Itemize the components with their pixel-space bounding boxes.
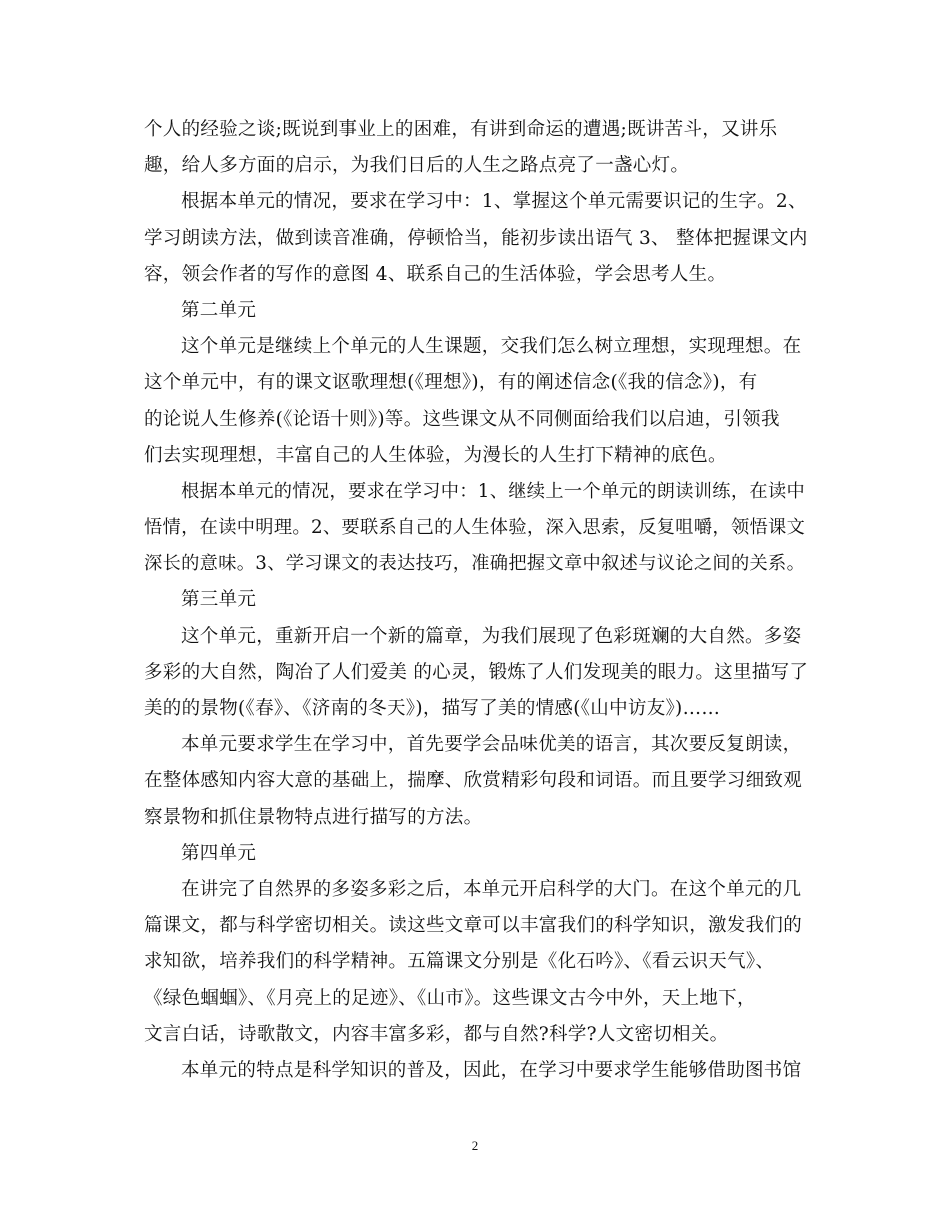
body-text <box>144 112 808 1089</box>
text-line: 在整体感知内容大意的基础上，揣摩、欣赏精彩句段和词语。而且要学习细致观 <box>144 770 803 792</box>
page-number: 2 <box>471 1138 479 1153</box>
text-line: 本单元的特点是科学知识的普及，因此，在学习中要求学生能够借助图书馆 <box>181 1059 802 1081</box>
text-line: 学习朗读方法，做到读音准确，停顿恰当，能初步读出语气 3、 整体把握课文内 <box>144 227 808 249</box>
text-line: 趣，给人多方面的启示，为我们日后的人生之路点亮了一盏心灯。 <box>144 155 690 177</box>
section-heading: 第四单元 <box>181 842 257 864</box>
text-line: 本单元要求学生在学习中，首先要学会品味优美的语言，其次要反复朗读， <box>181 734 802 756</box>
text-line: 文言白话，诗歌散文，内容丰富多彩，都与自然?科学?人文密切相关。 <box>144 1023 729 1045</box>
text-line: 多彩的大自然，陶冶了人们爱美 的心灵，锻炼了人们发现美的眼力。这里描写了 <box>144 661 809 683</box>
section-heading: 第二单元 <box>181 299 257 321</box>
text-line: 这个单元，重新开启一个新的篇章，为我们展现了色彩斑斓的大自然。多姿 <box>181 625 802 647</box>
text-line: 这个单元是继续上个单元的人生课题，交我们怎么树立理想，实现理想。在 <box>181 336 802 358</box>
text-line: 美的的景物(《春》、《济南的冬天》)，描写了美的情感(《山中访友》)…… <box>144 698 721 719</box>
text-line: 悟情，在读中明理。2、要联系自己的人生体验，深入思索，反复咀嚼，领悟课文 <box>144 517 806 539</box>
text-line: 容，领会作者的写作的意图 4、联系自己的生活体验，学会思考人生。 <box>144 263 727 285</box>
text-line: 个人的经验之谈;既说到事业上的困难，有讲到命运的遭遇;既讲苦斗，又讲乐 <box>144 119 778 140</box>
text-line: 们去实现理想，丰富自己的人生体验，为漫长的人生打下精神的底色。 <box>144 444 727 466</box>
text-line: 深长的意味。3、学习课文的表达技巧，准确把握文章中叙述与议论之间的关系。 <box>144 553 806 575</box>
section-heading: 第三单元 <box>181 589 257 611</box>
text-line: 求知欲，培养我们的科学精神。五篇课文分别是《化石吟》、《看云识天气》、 <box>144 951 775 973</box>
text-line: 在讲完了自然界的多姿多彩之后，本单元开启科学的大门。在这个单元的几 <box>181 878 802 900</box>
text-line: 《绿色蝈蝈》、《月亮上的足迹》、《山市》。这些课文古今中外，天上地下， <box>144 987 756 1009</box>
text-line: 根据本单元的情况，要求在学习中：1、掌握这个单元需要识记的生字。2、 <box>181 191 807 213</box>
text-line: 根据本单元的情况，要求在学习中：1、继续上一个单元的朗读训练，在读中 <box>181 480 806 502</box>
text-line: 篇课文，都与科学密切相关。读这些文章可以丰富我们的科学知识，激发我们的 <box>144 915 803 937</box>
text-line: 这个单元中，有的课文讴歌理想(《理想》)，有的阐述信念(《我的信念》)，有 <box>144 372 758 394</box>
text-line: 察景物和抓住景物特点进行描写的方法。 <box>144 806 483 828</box>
text-line: 的论说人生修养(《论语十则》)等。这些课文从不同侧面给我们以启迪，引领我 <box>144 408 780 430</box>
